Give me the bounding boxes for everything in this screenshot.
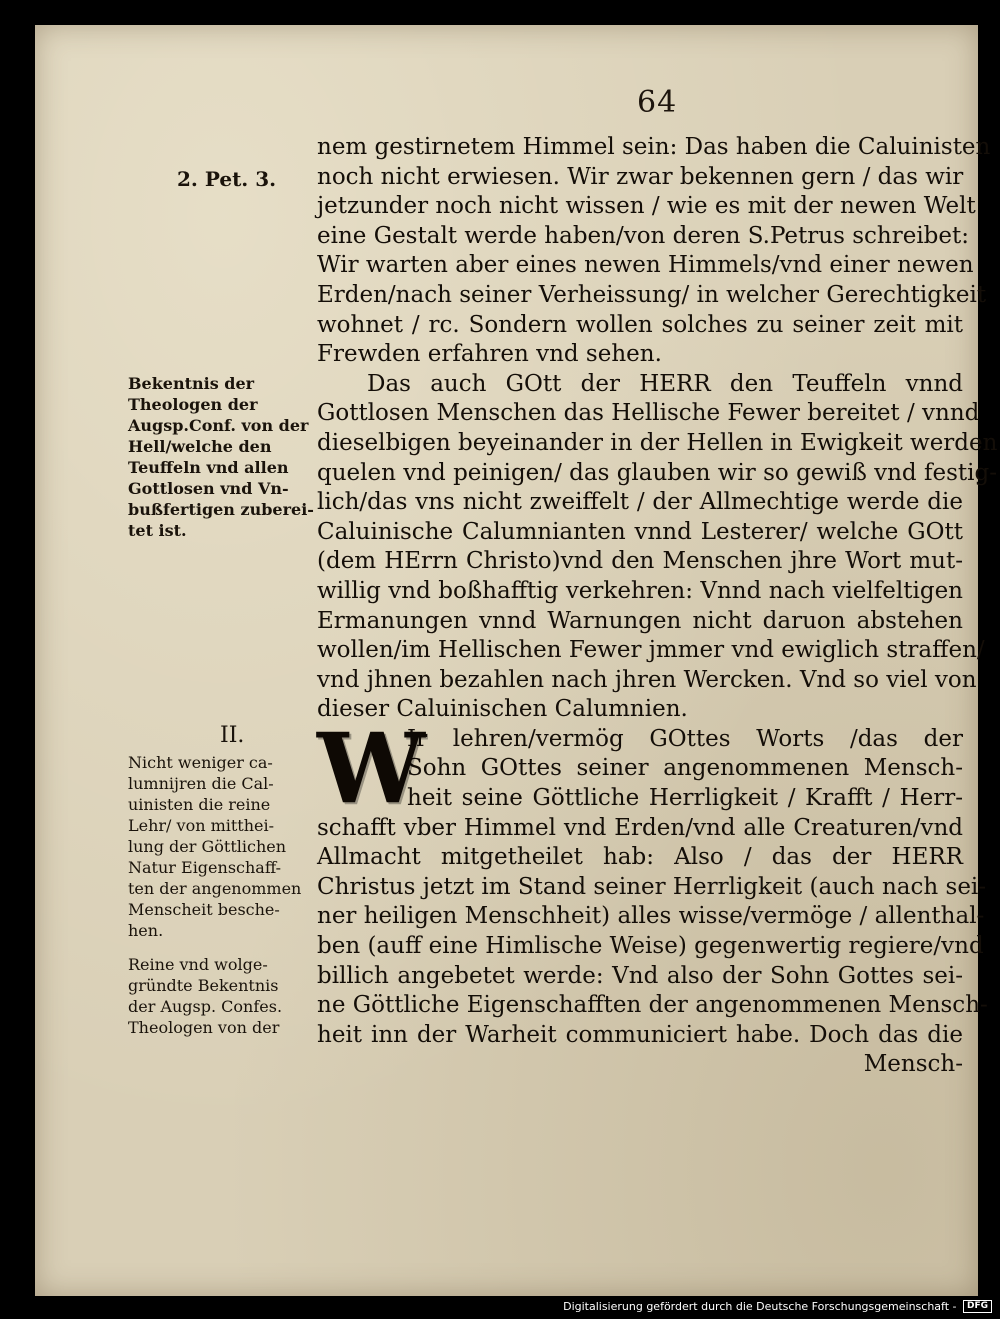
- text-line: noch nicht erwiesen. Wir zwar bekennen gern / das wir: [317, 163, 964, 190]
- margin-note-line: Teuffeln vnd allen: [128, 458, 289, 477]
- text-line: Das auch GOtt der HERR den Teuffeln vnnd: [367, 370, 963, 397]
- digitization-credit: [563, 1300, 992, 1314]
- margin-note-line: Bekentnis der: [128, 374, 255, 393]
- text-line: ne Göttliche Eigenschafften der angenommenen Mensch-: [317, 992, 988, 1019]
- text-line: (dem HErrn Christo)vnd den Menschen jhre Wort mut-: [317, 548, 963, 575]
- book-page: [35, 25, 998, 1296]
- margin-note-line: Gottlosen vnd Vn-: [128, 479, 289, 498]
- main-text: [317, 133, 998, 1080]
- text-line: ner heiligen Menschheit) alles wisse/vermöge / allenthal-: [317, 903, 985, 930]
- margin-note-line: bußfertigen zuberei-: [128, 500, 314, 519]
- text-line: dieselbigen beyeinander in der Hellen in Ewigkeit werden: [317, 429, 998, 456]
- text-line: Wir warten aber eines newen Himmels/vnd einer newen: [317, 252, 974, 279]
- text-line: nem gestirnetem Himmel sein: Das haben die Caluinisten: [317, 134, 991, 160]
- margin-note-calumnijren: [128, 752, 301, 941]
- margin-note-line: Theologen von der: [128, 1018, 280, 1037]
- margin-note-line: ten der angenommen: [128, 879, 302, 898]
- section-number: II.: [220, 723, 245, 748]
- margin-note-line: tet ist.: [128, 521, 187, 540]
- text-line: wohnet / rc. Sondern wollen solches zu seiner zeit mit: [317, 311, 963, 338]
- text-line: vnd jhnen bezahlen nach jhren Wercken. Vnd so viel von: [317, 666, 977, 693]
- margin-note-line: hen.: [128, 921, 164, 940]
- margin-note-line: Theologen der: [128, 395, 258, 414]
- text-line: Sohn GOttes seiner angenommenen Mensch-: [407, 755, 963, 782]
- margin-note-line: Nicht weniger ca-: [128, 753, 273, 772]
- text-line: dieser Caluinischen Calumnien.: [317, 696, 688, 723]
- dropcap-paragraph: [317, 711, 963, 825]
- text-line: Ir lehren/vermög GOttes Worts /das der: [407, 725, 963, 752]
- margin-note-reine-bekentnis: [128, 954, 282, 1038]
- text-line: Allmacht mitgetheilet hab: Also / das der HERR: [317, 844, 963, 871]
- margin-note-line: der Augsp. Confes.: [128, 997, 283, 1016]
- text-line: quelen vnd peinigen/ das glauben wir so gewiß vnd festig-: [317, 459, 997, 486]
- margin-note-line: gründte Bekentnis: [128, 976, 279, 995]
- text-line: billich angebetet werde: Vnd also der Sohn Gottes sei-: [317, 962, 963, 989]
- margin-note-line: Natur Eigenschaff-: [128, 858, 282, 877]
- text-line: eine Gestalt werde haben/von deren S.Petrus schreibet:: [317, 222, 969, 249]
- text-line: lich/das vns nicht zweiffelt / der Allmechtige werde die: [317, 489, 963, 516]
- margin-note-line: Reine vnd wolge-: [128, 955, 268, 974]
- margin-note-line: lumnijren die Cal-: [128, 774, 274, 793]
- text-line: Frewden erfahren vnd sehen.: [317, 341, 662, 368]
- text-line: heit inn der Warheit communiciert habe. Doch das die: [317, 1021, 963, 1048]
- page-number: 64: [637, 85, 678, 120]
- text-line: Erden/nach seiner Verheissung/ in welcher Gerechtigkeit: [317, 281, 987, 308]
- text-line: ben (auff eine Himlische Weise) gegenwertig regiere/vnd: [317, 933, 984, 960]
- text-line: wollen/im Hellischen Fewer jmmer vnd ewiglich straffen/: [317, 637, 985, 664]
- text-line: willig vnd boßhafftig verkehren: Vnnd nach vielfeltigen: [317, 577, 963, 604]
- margin-reference: 2. Pet. 3.: [177, 167, 277, 191]
- text-line: Ermanungen vnnd Warnungen nicht daruon abstehen: [317, 607, 963, 634]
- margin-note-line: uinisten die reine: [128, 795, 271, 814]
- catchword: Mensch-: [863, 1051, 963, 1078]
- text-line: schafft vber Himmel vnd Erden/vnd alle Creaturen/vnd: [317, 814, 963, 841]
- credit-text: Digitalisierung gefördert durch die Deutsche Forschungsgemeinschaft -: [563, 1299, 957, 1313]
- margin-note-bekentnis: [128, 373, 314, 541]
- text-line: jetzunder noch nicht wissen / wie es mit der newen Welt: [317, 193, 976, 220]
- decorative-initial: W: [317, 711, 425, 825]
- margin-note-line: lung der Göttlichen: [128, 837, 287, 856]
- text-line: Caluinische Calumnianten vnnd Lesterer/ welche GOtt: [317, 518, 963, 545]
- margin-note-line: Lehr/ von mitthei-: [128, 816, 275, 835]
- text-line: heit seine Göttliche Herrligkeit / Krafft / Herr-: [407, 785, 963, 812]
- margin-note-line: Menscheit besche-: [128, 900, 280, 919]
- text-line: Gottlosen Menschen das Hellische Fewer bereitet / vnnd: [317, 400, 980, 427]
- text-line: Christus jetzt im Stand seiner Herrligkeit (auch nach sei-: [317, 873, 987, 900]
- margin-note-line: Hell/welche den: [128, 437, 272, 456]
- dfg-logo: DFG: [963, 1300, 992, 1313]
- margin-note-line: Augsp.Conf. von der: [128, 416, 309, 435]
